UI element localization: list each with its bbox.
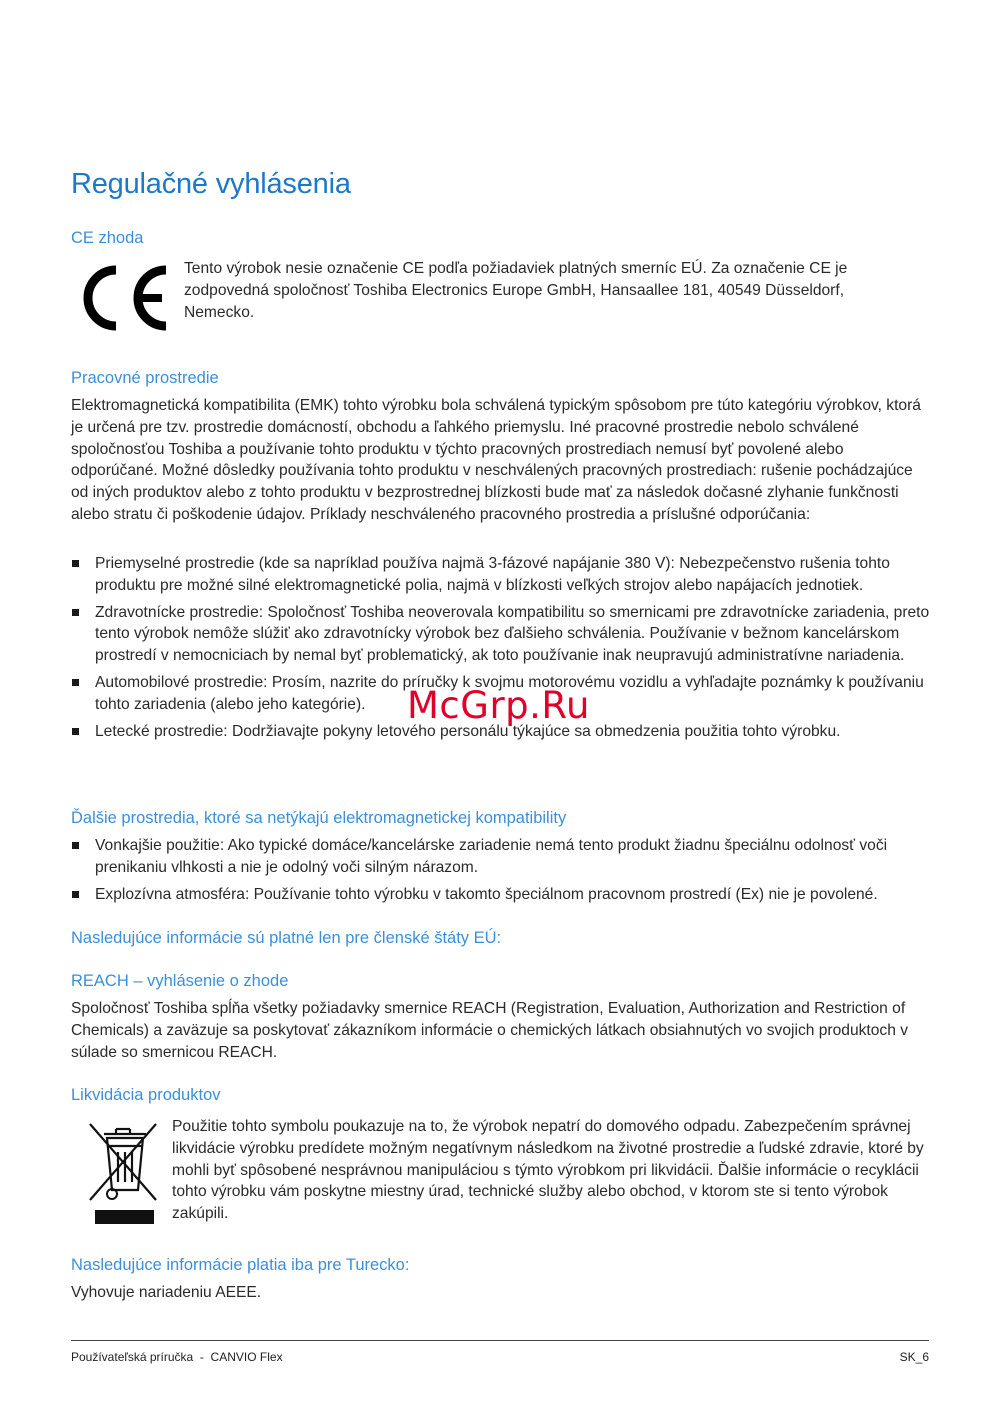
footer-page-number: SK_6	[899, 1350, 929, 1364]
eu-note-heading: Nasledujúce informácie sú platné len pre členské štáty EÚ:	[71, 929, 502, 947]
list-item-text: Letecké prostredie: Dodržiavajte pokyny letového personálu týkajúce sa obmedzenia použitia tohto výrobku.	[95, 722, 841, 740]
bullet-icon	[72, 891, 79, 898]
footer-divider	[71, 1340, 929, 1341]
ce-text: Tento výrobok nesie označenie CE podľa požiadaviek platných smerníc EÚ. Za označenie CE je zodpovedná spoločnosť Toshiba Electronics Europe GmbH, Hansaallee 181, 40549 Düsseldorf, Nemecko.	[184, 260, 848, 321]
reach-text: Spoločnosť Toshiba spĺňa všetky požiadavky smernice REACH (Registration, Evaluation, Authorization and Restriction of Chemicals) a zaväzuje sa poskytovať zákazníkom informácie o chemických látkach obsiahnutých vo svojich produktoch v súlade so smernicou REACH.	[71, 1000, 909, 1061]
list-item	[71, 602, 931, 667]
disposal-heading: Likvidácia produktov	[71, 1086, 221, 1104]
list-item-text: Automobilové prostredie: Prosím, nazrite do príručky k svojmu motorovému vozidlu a vyhľadajte poznámky k používaniu tohto zariadenia (alebo jeho kategórie).	[95, 673, 924, 713]
disposal-text: Použitie tohto symbolu poukazuje na to, že výrobok nepatrí do domového odpadu. Zabezpečením správnej likvidácie výrobku predídete možným negatívnym následkom na životné prostredie a ľudské zdravie, ktoré by mohli byť spôsobené nesprávnou manipuláciou s týmto výrobkom pri likvidácii. Ďalšie informácie o recyklácii tohto výrobku vám poskytne miestny úrad, technické služby alebo obchod, v ktorom ste si tento výrobok zakúpili.	[172, 1118, 924, 1223]
list-item	[71, 884, 931, 906]
bullet-icon	[72, 679, 79, 686]
list-item-text: Explozívna atmosféra: Používanie tohto výrobku v takomto špeciálnom pracovnom prostredí (Ex) nie je povolené.	[95, 885, 878, 903]
turkey-text: Vyhovuje nariadeniu AEEE.	[71, 1284, 262, 1301]
list-item-text: Priemyselné prostredie (kde sa napríklad používa najmä 3-fázové napájanie 380 V): Nebezpečenstvo rušenia tohto produktu pre možné silné elektromagnetické polia, najmä v blízkosti veľkých strojov alebo napájacích jednotiek.	[95, 555, 890, 594]
work-heading: Pracovné prostredie	[71, 369, 219, 387]
ce-heading: CE zhoda	[71, 229, 144, 247]
page-title: Regulačné vyhlásenia	[71, 168, 351, 200]
list-item-text: Vonkajšie použitie: Ako typické domáce/kancelárske zariadenie nemá tento produkt žiadnu špeciálnu odolnosť voči prenikaniu vlhkosti a nie je odolný voči silným nárazom.	[95, 837, 888, 876]
watermark: McGrp.Ru	[407, 684, 590, 727]
list-item	[71, 835, 931, 879]
bullet-icon	[72, 560, 79, 567]
reach-heading: REACH – vyhlásenie o zhode	[71, 972, 289, 990]
list-item	[71, 553, 931, 597]
ce-mark-icon	[78, 264, 172, 332]
work-intro: Elektromagnetická kompatibilita (EMK) tohto výrobku bola schválená typickým spôsobom pre túto kategóriu výrobkov, ktorá je určená pre tzv. prostredie domácností, obchodu a ľahkého priemyslu. Iné pracovné prostredie nebolo schválené spoločnosťou Toshiba a používanie tohto produktu v týchto pracovných prostrediach nemusí byť povolené alebo odporúčané. Možné dôsledky používania tohto produktu v neschválených pracovných prostrediach: rušenie pochádzajúce od iných produktov alebo z tohto produktu v bezprostrednej blízkosti bude mať za následok dočasné zlyhanie funkčnosti alebo stratu či poškodenie údajov. Príklady neschváleného pracovného prostredia a príslušné odporúčania:	[71, 397, 921, 523]
crossed-out-wheelie-bin-icon	[88, 1120, 158, 1226]
bullet-icon	[72, 842, 79, 849]
other-heading: Ďalšie prostredia, ktoré sa netýkajú elektromagnetickej kompatibility	[71, 809, 567, 827]
other-bullet-list	[71, 835, 931, 905]
bullet-icon	[72, 609, 79, 616]
bullet-icon	[72, 728, 79, 735]
footer-manual-title: Používateľská príručka - CANVIO Flex	[71, 1350, 283, 1364]
turkey-heading: Nasledujúce informácie platia iba pre Turecko:	[71, 1256, 410, 1274]
list-item-text: Zdravotnícke prostredie: Spoločnosť Toshiba neoverovala kompatibilitu so smernicami pre zdravotnícke zariadenia, preto tento výrobok nemôže slúžiť ako zdravotnícky výrobok bez ďalšieho schválenia. Používanie v bežnom kancelárskom prostredí v nemocniciach by nemal byť problematický, ak toto používanie inak neupravujú administratívne nariadenia.	[95, 603, 930, 665]
